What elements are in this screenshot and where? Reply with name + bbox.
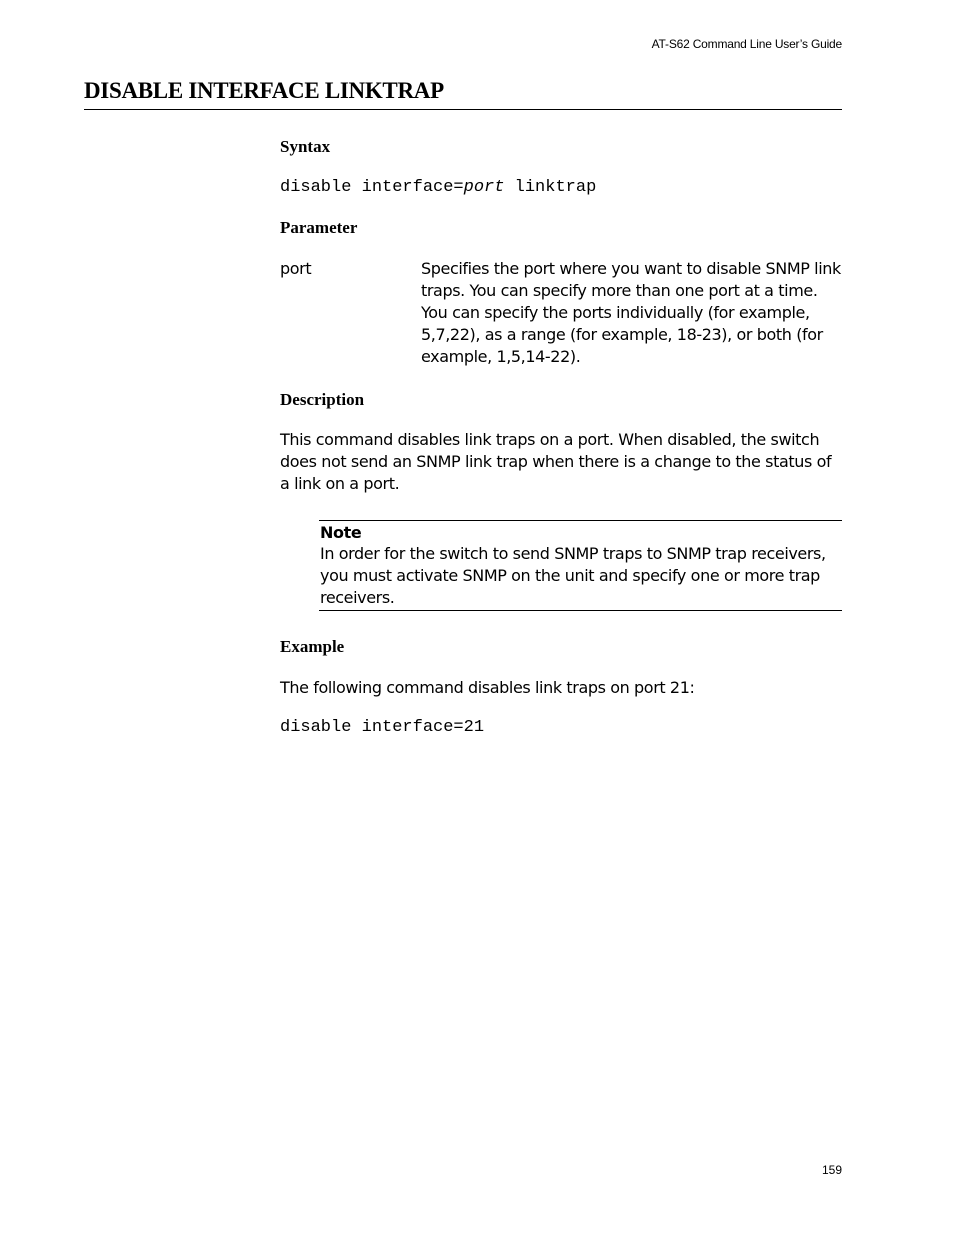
example-heading: Example bbox=[280, 637, 345, 656]
syntax-heading: Syntax bbox=[280, 137, 331, 156]
syntax-code-param: port bbox=[463, 178, 505, 197]
description-heading: Description bbox=[280, 390, 365, 409]
description-text: This command disables link traps on a port. When disabled, the switch does not send an SNMP link trap when there is a change to the status of a link on a port. bbox=[280, 430, 832, 493]
note-text: In order for the switch to send SNMP traps to SNMP trap receivers, you must activate SNMP on the unit and specify one or more trap receivers. bbox=[320, 544, 826, 607]
parameter-name: port bbox=[280, 259, 312, 278]
syntax-code bbox=[280, 178, 596, 197]
note-label: Note bbox=[320, 523, 362, 542]
parameter-heading: Parameter bbox=[280, 218, 358, 237]
page-title: DISABLE INTERFACE LINKTRAP bbox=[84, 78, 444, 103]
syntax-code-suffix: linktrap bbox=[504, 178, 597, 197]
title-rule bbox=[84, 109, 842, 110]
running-header: AT-S62 Command Line User’s Guide bbox=[651, 37, 842, 51]
parameter-description: Specifies the port where you want to disable SNMP link traps. You can specify more than one port at a time. You can specify the ports individually (for example, 5,7,22), as a range (for example, 18-23), or both (for example, 1,5,14-22). bbox=[421, 259, 841, 366]
example-text: The following command disables link traps on port 21: bbox=[280, 678, 695, 697]
syntax-code-prefix: disable interface= bbox=[280, 178, 464, 197]
note-box bbox=[319, 520, 842, 611]
example-code: disable interface=21 bbox=[280, 718, 485, 737]
page-number: 159 bbox=[821, 1163, 842, 1177]
